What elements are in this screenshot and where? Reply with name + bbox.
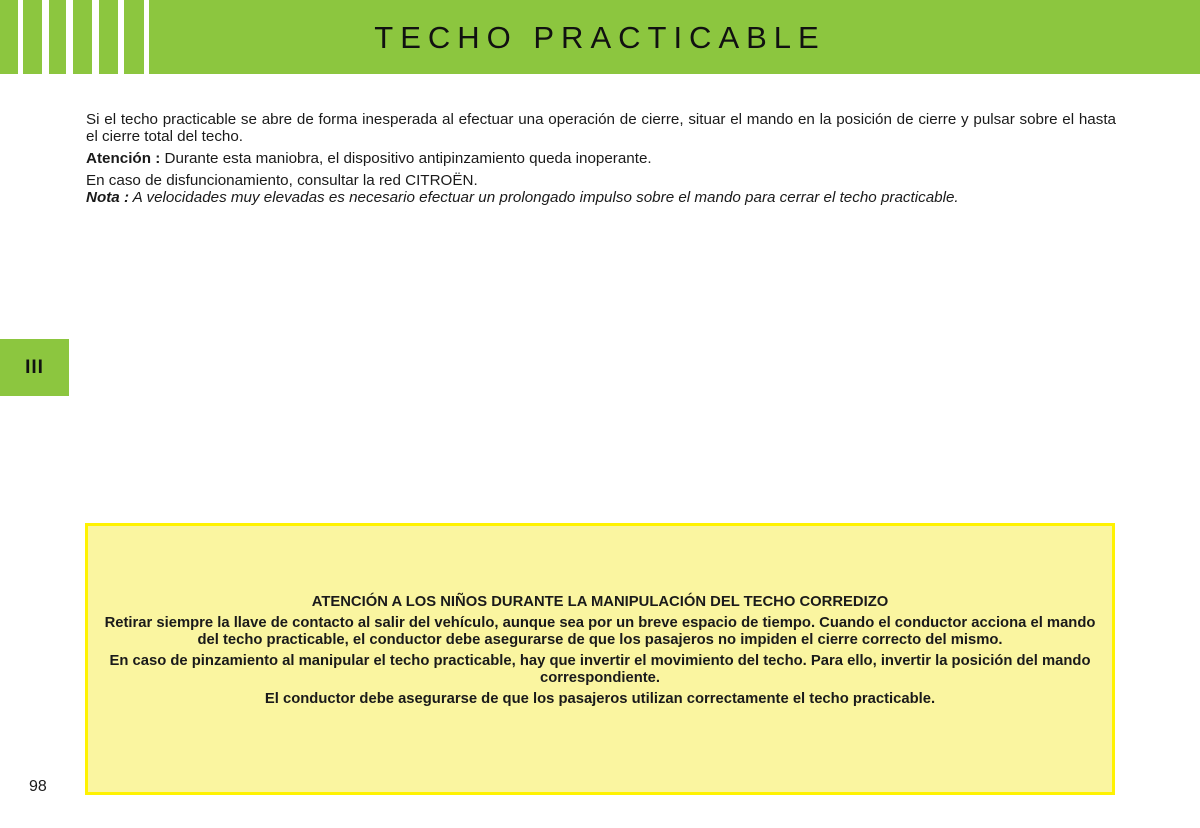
- page-number: 98: [29, 778, 47, 795]
- atencion-paragraph: [86, 150, 1116, 167]
- body-text: [86, 111, 1116, 206]
- intro-paragraph: Si el techo practicable se abre de forma inesperada al efectuar una operación de cierre, situar el mando en la posición de cierre y pulsar sobre el hasta el cierre total del techo.: [86, 111, 1116, 145]
- header-stripe: [92, 0, 99, 74]
- header-stripe: [42, 0, 49, 74]
- atencion-text: Durante esta maniobra, el dispositivo antipinzamiento queda inoperante.: [160, 150, 652, 167]
- section-tab: III: [0, 339, 69, 396]
- nota-paragraph: [86, 189, 1116, 206]
- header-stripe: [66, 0, 73, 74]
- header-stripe: [118, 0, 124, 74]
- nota-label: Nota :: [86, 189, 130, 206]
- page-title: TECHO PRACTICABLE: [374, 20, 826, 55]
- header-stripe: [18, 0, 23, 74]
- warning-paragraph-2: En caso de pinzamiento al manipular el techo practicable, hay que invertir el movimiento del techo. Para ello, invertir la posición del mando correspondiente.: [109, 653, 1091, 686]
- warning-title: ATENCIÓN A LOS NIÑOS DURANTE LA MANIPULACIÓN DEL TECHO CORREDIZO: [311, 594, 889, 610]
- warning-box: [85, 523, 1115, 795]
- disfuncion-paragraph: En caso de disfuncionamiento, consultar la red CITROËN.: [86, 172, 478, 189]
- warning-content: [104, 594, 1096, 712]
- header-stripe: [144, 0, 149, 74]
- header-bar: [0, 0, 1200, 74]
- atencion-label: Atención :: [86, 150, 161, 167]
- warning-paragraph-3: El conductor debe asegurarse de que los pasajeros utilizan correctamente el techo practicable.: [264, 691, 936, 707]
- nota-text: A velocidades muy elevadas es necesario efectuar un prolongado impulso sobre el mando para cerrar el techo practicable.: [129, 189, 959, 206]
- warning-paragraph-1: Retirar siempre la llave de contacto al salir del vehículo, aunque sea por un breve espacio de tiempo. Cuando el conductor acciona el mando del techo practicable, el conductor debe asegurarse de que los pasajeros no impiden el cierre correcto del mismo.: [104, 615, 1096, 648]
